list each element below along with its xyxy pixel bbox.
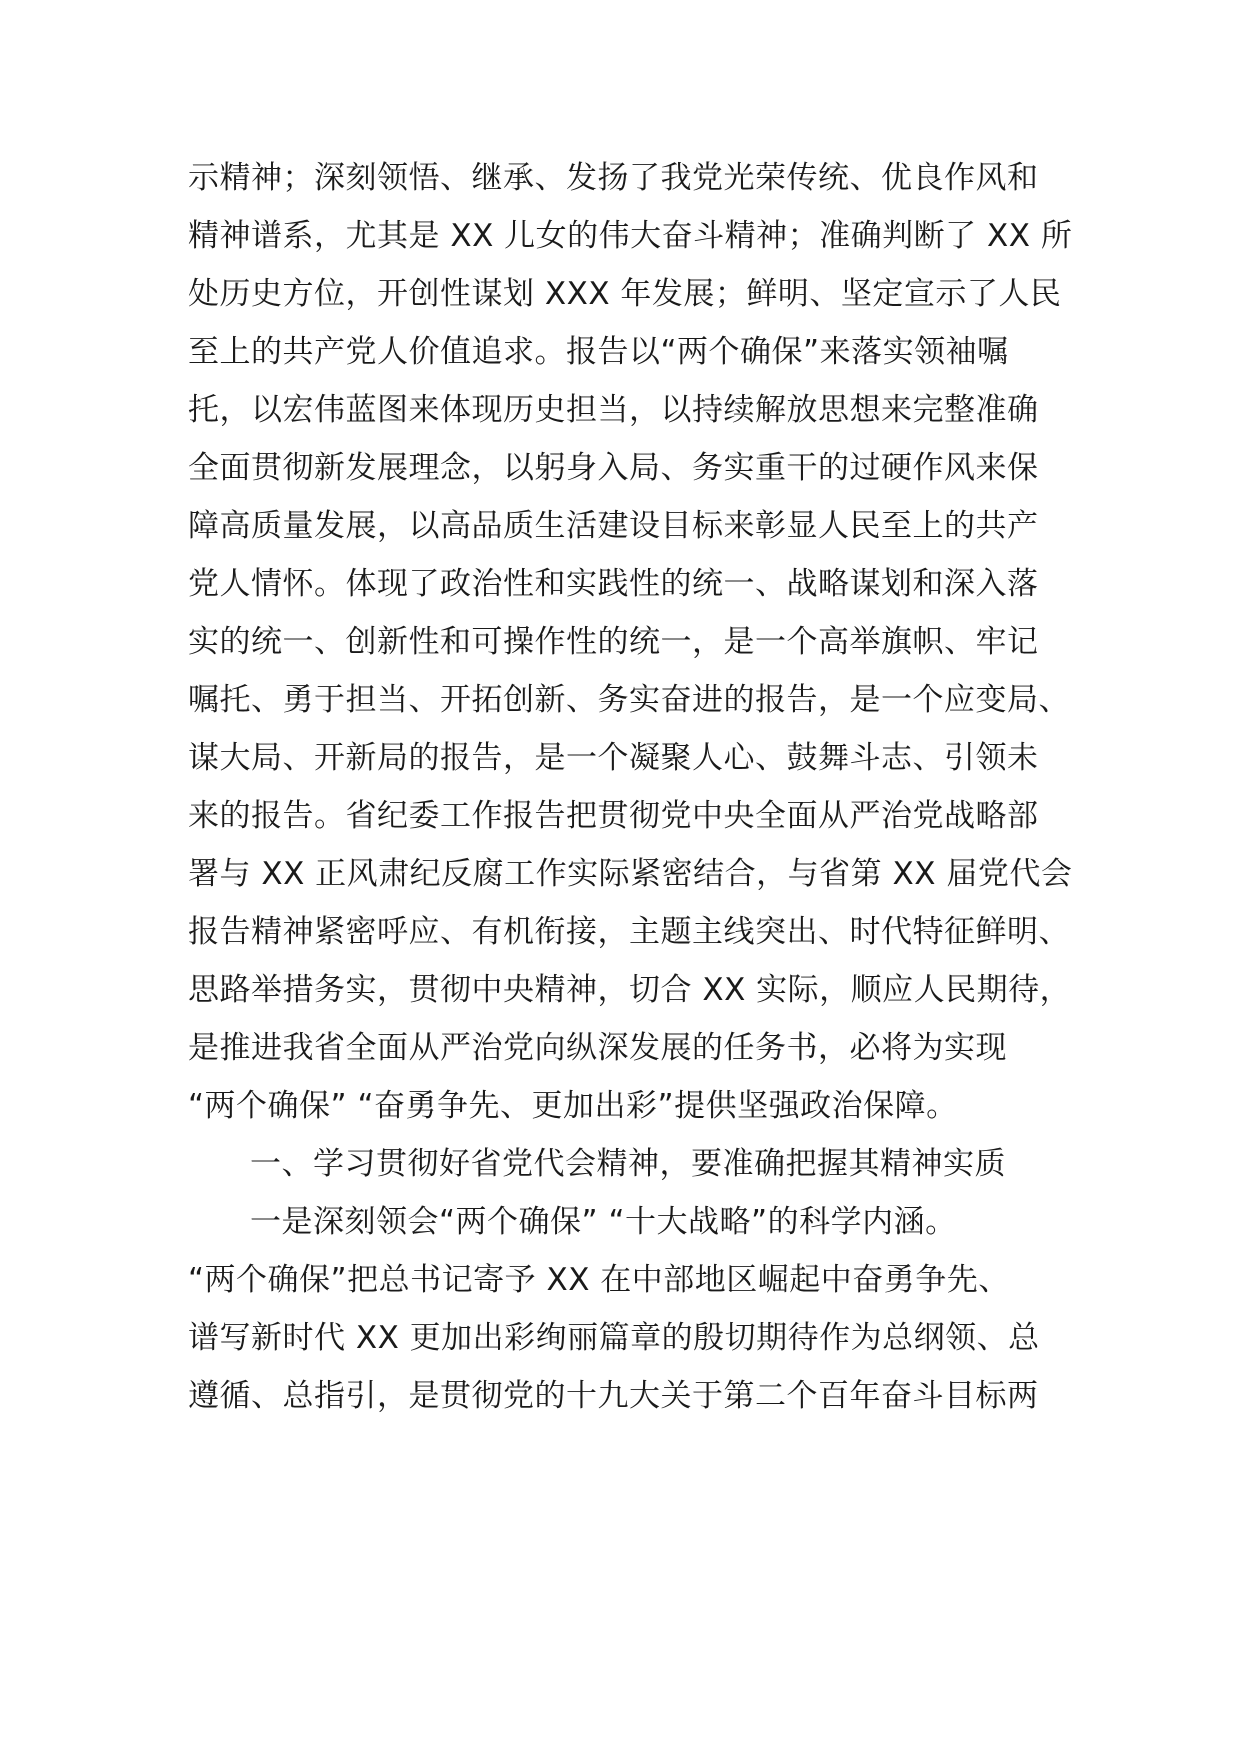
text-line: 托，以宏伟蓝图来体现历史担当，以持续解放思想来完整准确 <box>188 392 1039 428</box>
text-line: 是推进我省全面从严治党向纵深发展的任务书，必将为实现 <box>188 1030 1007 1066</box>
text-line: 谱写新时代 XX 更加出彩绚丽篇章的殷切期待作为总纲领、总 <box>188 1320 1040 1356</box>
text-line: 思路举措务实，贯彻中央精神，切合 XX 实际，顺应人民期待， <box>188 972 1072 1008</box>
text-line: 谋大局、开新局的报告，是一个凝聚人心、鼓舞斗志、引领未 <box>188 740 1039 776</box>
text-line: 至上的共产党人价值追求。报告以“两个确保”来落实领袖嘱 <box>188 334 1009 370</box>
text-line: “两个确保”把总书记寄予 XX 在中部地区崛起中奋勇争先、 <box>188 1262 1010 1298</box>
text-line: 全面贯彻新发展理念，以躬身入局、务实重干的过硬作风来保 <box>188 450 1039 486</box>
text-line: 党人情怀。体现了政治性和实践性的统一、战略谋划和深入落 <box>188 566 1039 602</box>
text-line: 障高质量发展，以高品质生活建设目标来彰显人民至上的共产 <box>188 508 1039 544</box>
text-line: 实的统一、创新性和可操作性的统一，是一个高举旗帜、牢记 <box>188 624 1039 660</box>
text-line: 处历史方位，开创性谋划 XXX 年发展；鲜明、坚定宣示了人民 <box>188 276 1062 312</box>
text-line: 报告精神紧密呼应、有机衔接，主题主线突出、时代特征鲜明、 <box>188 914 1070 950</box>
text-line: 一是深刻领会“两个确保” “十大战略”的科学内涵。 <box>250 1204 957 1240</box>
section-heading: 一、学习贯彻好省党代会精神，要准确把握其精神实质 <box>250 1146 1006 1182</box>
text-line: 来的报告。省纪委工作报告把贯彻党中央全面从严治党战略部 <box>188 798 1039 834</box>
text-line: “两个确保” “奋勇争先、更加出彩”提供坚强政治保障。 <box>188 1088 958 1124</box>
text-line: 署与 XX 正风肃纪反腐工作实际紧密结合，与省第 XX 届党代会 <box>188 856 1073 892</box>
text-line: 遵循、总指引，是贯彻党的十九大关于第二个百年奋斗目标两 <box>188 1378 1039 1414</box>
text-line: 示精神；深刻领悟、继承、发扬了我党光荣传统、优良作风和 <box>188 160 1039 196</box>
text-line: 精神谱系，尤其是 XX 儿女的伟大奋斗精神；准确判断了 XX 所 <box>188 218 1073 254</box>
text-line: 嘱托、勇于担当、开拓创新、务实奋进的报告，是一个应变局、 <box>188 682 1070 718</box>
